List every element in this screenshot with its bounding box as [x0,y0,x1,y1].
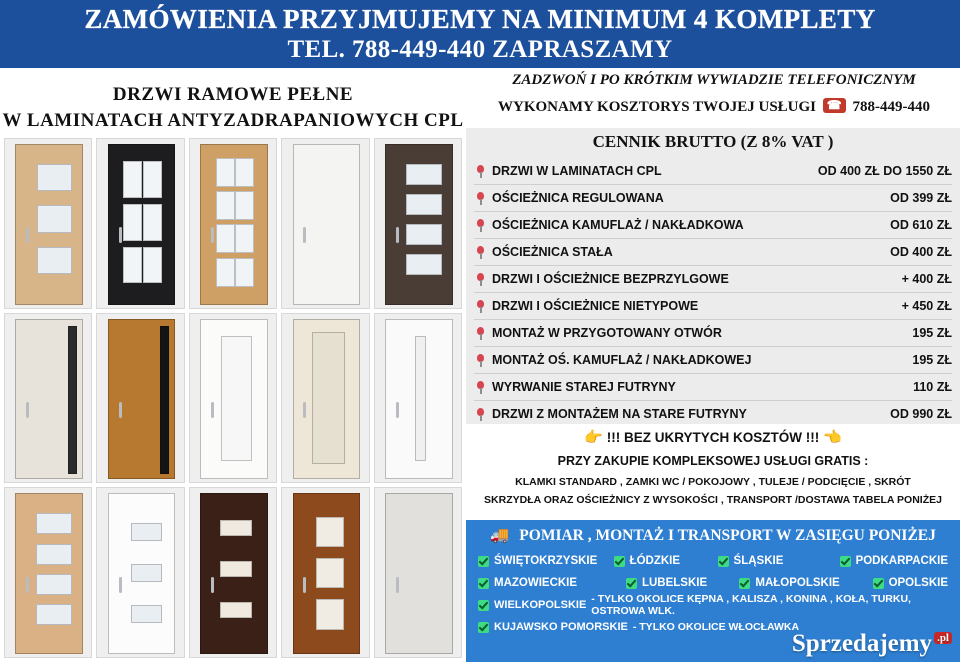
door-handle [26,227,29,243]
pushpin-icon [474,246,487,259]
price-row-spacer [726,333,909,334]
door-glass-panel [216,158,235,187]
region-label: MAŁOPOLSKIE [755,577,840,589]
door-handle [119,577,122,593]
door-gallery [0,136,466,662]
pushpin-icon [474,381,487,394]
door-slab [108,144,176,305]
region-note: - TYLKO OKOLICE KĘPNA , KALISZA , KONINA , KOŁA, TURKU, OSTROWA WLK. [591,593,911,617]
door-handle [211,402,214,418]
price-row-value: 195 ZŁ [912,326,952,340]
door-thumbnail [189,487,277,658]
door-glass-panel [216,258,235,287]
door-glass-panel [37,164,72,191]
door-handle [211,227,214,243]
door-thumbnail [281,487,369,658]
regions-title [466,526,960,545]
door-glass-panel [123,204,142,241]
top-banner [0,0,960,68]
door-glass-panel [235,191,254,220]
door-slab [385,493,453,654]
price-row-spacer [755,360,908,361]
price-row [474,347,952,374]
banner-line-1: ZAMÓWIENIA PRZYJMUJEMY NA MINIMUM 4 KOMPLETY [84,4,876,34]
region-item [626,577,739,589]
door-glass-panel [160,326,169,474]
region-row [478,572,948,594]
gratis-subline: PRZY ZAKUPIE KOMPLEKSOWEJ USŁUGI GRATIS : [557,454,869,468]
call-line-2 [472,98,956,116]
door-thumbnail [281,138,369,309]
door-glass-panel [221,336,252,462]
door-handle [119,402,122,418]
pushpin-icon [474,192,487,205]
door-glass-panel [131,564,162,582]
door-thumbnail [189,313,277,484]
price-row-spacer [748,225,887,226]
check-icon [873,578,884,589]
price-row-label: DRZWI I OŚCIEŻNICE BEZPRZYLGOWE [492,272,729,286]
price-row-label: WYRWANIE STAREJ FUTRYNY [492,380,676,394]
price-row [474,212,952,239]
price-row-value: OD 399 ZŁ [890,191,952,205]
price-row-label: MONTAŻ W PRZYGOTOWANY OTWÓR [492,326,722,340]
door-slab [385,144,453,305]
banner-line-2: TEL. 788-449-440 ZAPRASZAMY [287,36,673,63]
check-icon [718,556,729,567]
pushpin-icon [474,408,487,421]
region-label: OPOLSKIE [888,577,948,589]
door-handle [396,227,399,243]
phone-icon: ☎ [823,98,846,113]
price-row-value: OD 610 ZŁ [890,218,952,232]
region-item [478,599,586,611]
price-row-label: DRZWI W LAMINATACH CPL [492,164,662,178]
door-glass-panel [123,247,142,284]
region-label: LUBELSKIE [641,577,708,589]
price-row-label: OŚCIEŻNICA STAŁA [492,245,613,259]
check-icon [478,622,489,633]
hand-point-left-icon: 👈 [823,429,842,446]
truck-icon: 🚚 [490,527,510,544]
watermark [792,630,952,658]
price-row-label: DRZWI Z MONTAŻEM NA STARE FUTRYNY [492,407,747,421]
gratis-detail-2: SKRZYDŁA ORAZ OŚCIEŻNICY Z WYSOKOŚCI , TRANSPORT /DOSTAWA TABELA PONIŻEJ [484,494,942,506]
door-glass-panel [406,194,442,215]
door-thumbnail [4,138,92,309]
pushpin-icon [474,219,487,232]
price-row-value: OD 400 ZŁ DO 1550 ZŁ [817,164,952,178]
door-thumbnail [189,138,277,309]
price-title: CENNIK BRUTTO (Z 8% VAT ) [592,132,834,151]
door-glass-panel [143,247,162,284]
door-glass-panel [220,561,252,577]
door-glass-panel [37,247,72,274]
door-slab [200,493,268,654]
phone-number: 788-449-440 [852,99,930,115]
door-glass-panel [36,604,72,625]
door-handle [211,577,214,593]
price-row-value: + 450 ZŁ [901,299,952,313]
door-slab [15,493,83,654]
door-glass-panel [316,599,344,630]
door-thumbnail [96,313,184,484]
door-handle [119,227,122,243]
door-handle [26,402,29,418]
region-label: KUJAWSKO POMORSKIE [494,621,628,633]
door-thumbnail [374,313,462,484]
region-row [478,550,948,572]
price-list [474,158,952,428]
regions-title-text: POMIAR , MONTAŻ I TRANSPORT W ZASIĘGU PONIŻEJ [519,527,936,544]
gratis-detail-1: KLAMKI STANDARD , ZAMKI WC / POKOJOWY , TULEJE / PODCIĘCIE , SKRÓT [515,476,911,488]
region-item [614,555,718,567]
region-label: ŚWIĘTOKRZYSKIE [494,555,598,567]
door-slab [293,493,361,654]
call-line-1: ZADZWOŃ I PO KRÓTKIM WYWIADZIE TELEFONICZNYM [512,72,916,88]
door-handle [26,577,29,593]
door-glass-panel [316,558,344,589]
region-item [718,555,840,567]
region-note: - TYLKO OKOLICE WŁOCŁAWKA [632,621,800,633]
region-item [873,577,948,589]
door-glass-panel [312,332,346,464]
door-slab [293,144,361,305]
door-glass-panel [216,191,235,220]
price-row-value: OD 990 ZŁ [890,407,952,421]
door-handle [303,577,306,593]
door-glass-panel [235,224,254,253]
price-row-spacer [702,306,897,307]
price-row-label: MONTAŻ OŚ. KAMUFLAŻ / NAKŁADKOWEJ [492,353,752,367]
door-glass-panel [131,523,162,541]
door-slab [385,319,453,480]
no-hidden-costs-block [466,424,960,520]
door-glass-panel [143,161,162,198]
call-line-2-text: WYKONAMY KOSZTORYS TWOJEJ USŁUGI [498,99,817,115]
door-glass-panel [406,164,442,185]
region-item [478,621,628,633]
watermark-suffix: .pl [934,632,952,644]
check-icon [614,556,625,567]
price-row-value: 195 ZŁ [912,353,952,367]
price-row [474,293,952,320]
door-glass-panel [216,224,235,253]
door-glass-panel [316,517,344,548]
left-heading-block [0,68,466,136]
price-row-spacer [617,252,886,253]
door-slab [108,493,176,654]
door-slab [108,319,176,480]
price-row [474,185,952,212]
door-slab [200,144,268,305]
door-thumbnail [96,138,184,309]
price-row [474,239,952,266]
door-glass-panel [36,544,72,565]
door-glass-panel [415,336,426,462]
door-glass-panel [131,605,162,623]
price-row-spacer [733,279,898,280]
door-handle [396,402,399,418]
door-glass-panel [235,158,254,187]
check-icon [478,578,489,589]
region-item [739,577,872,589]
region-item [840,555,948,567]
price-row-label: OŚCIEŻNICA REGULOWANA [492,191,664,205]
door-glass-panel [220,602,252,618]
price-row-spacer [668,198,886,199]
door-slab [200,319,268,480]
door-handle [396,577,399,593]
check-icon [478,556,489,567]
door-handle [303,402,306,418]
regions-block [466,520,960,662]
door-thumbnail [4,487,92,658]
region-item [478,577,626,589]
check-icon [626,578,637,589]
price-row [474,158,952,185]
price-row-spacer [751,414,886,415]
door-thumbnail [4,313,92,484]
pushpin-icon [474,300,487,313]
region-label: ŚLĄSKIE [733,555,784,567]
door-glass-panel [36,513,72,534]
pushpin-icon [474,273,487,286]
door-slab [15,319,83,480]
price-row-value: OD 400 ZŁ [890,245,952,259]
door-thumbnail [374,138,462,309]
price-row [474,320,952,347]
pushpin-icon [474,327,487,340]
door-thumbnail [96,487,184,658]
check-icon [478,600,489,611]
region-label: MAZOWIECKIE [494,577,578,589]
right-top-block [466,68,960,128]
pushpin-icon [474,354,487,367]
door-glass-panel [220,520,252,536]
left-heading-1: DRZWI RAMOWE PEŁNE [112,84,354,105]
price-row-label: OŚCIEŻNICA KAMUFLAŻ / NAKŁADKOWA [492,218,744,232]
door-glass-panel [37,205,72,232]
region-label: WIELKOPOLSKIE [494,599,587,611]
door-glass-panel [235,258,254,287]
left-heading-2: W LAMINATACH ANTYZADRAPANIOWYCH CPL [2,110,464,131]
price-row-spacer [666,171,814,172]
no-hidden-costs-text: !!! BEZ UKRYTYCH KOSZTÓW !!! [606,430,820,445]
price-row-spacer [680,387,909,388]
door-slab [15,144,83,305]
door-handle [303,227,306,243]
region-row [478,594,948,616]
door-thumbnail [374,487,462,658]
door-glass-panel [36,574,72,595]
price-row-label: DRZWI I OŚCIEŻNICE NIETYPOWE [492,299,699,313]
region-item [478,555,614,567]
price-row-value: 110 ZŁ [913,380,952,394]
region-label: PODKARPACKIE [855,555,948,567]
no-hidden-costs-headline [466,428,960,446]
hand-point-right-icon: 👉 [584,429,603,446]
door-glass-panel [406,224,442,245]
door-slab [293,319,361,480]
price-panel [466,128,960,424]
door-glass-panel [123,161,142,198]
price-row-value: + 400 ZŁ [901,272,952,286]
check-icon [739,578,750,589]
price-row [474,374,952,401]
pushpin-icon [474,165,487,178]
price-row [474,266,952,293]
door-glass-panel [143,204,162,241]
check-icon [840,556,851,567]
door-glass-panel [406,254,442,275]
region-label: ŁÓDZKIE [629,555,681,567]
regions-grid [478,550,948,638]
door-glass-panel [68,326,78,474]
watermark-text: Sprzedajemy [791,630,933,657]
door-thumbnail [281,313,369,484]
